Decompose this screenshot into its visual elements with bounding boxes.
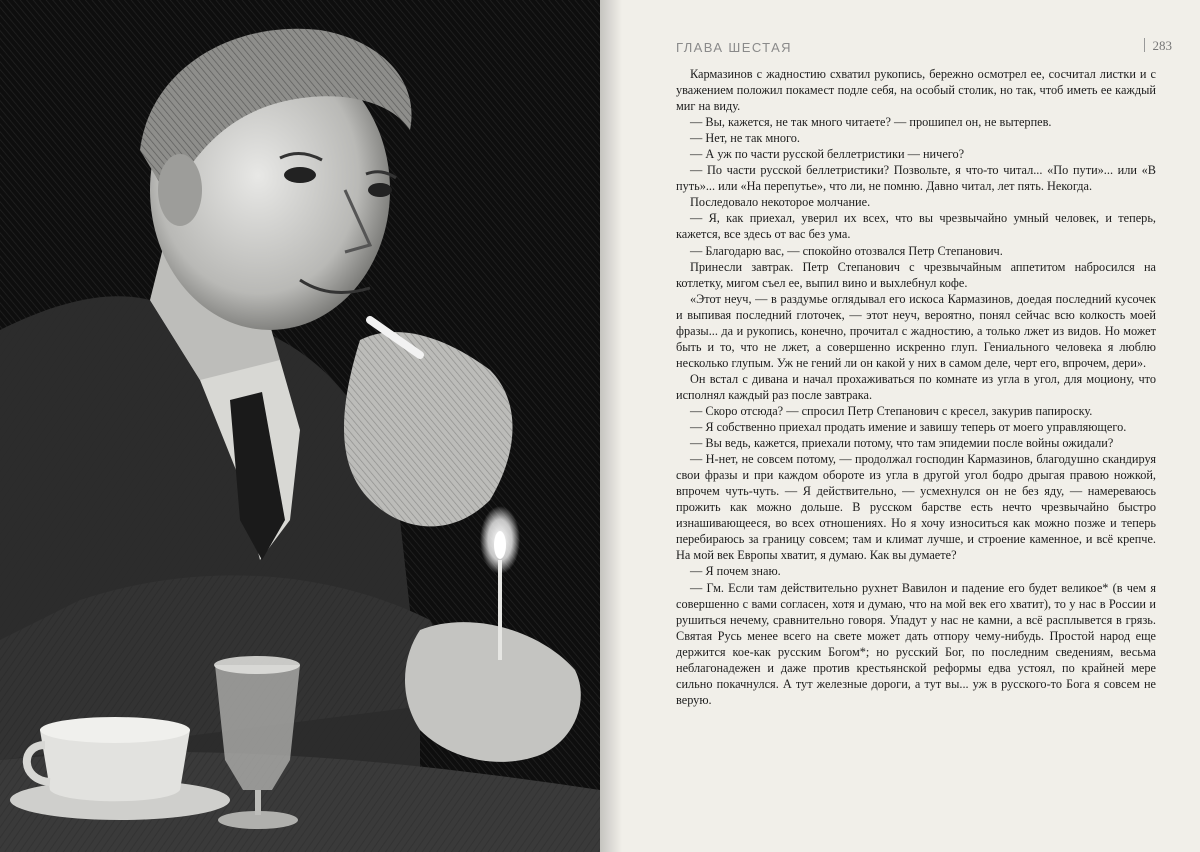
paragraph: — Я собственно приехал продать имение и завишу теперь от моего управляющего. [690, 420, 1127, 435]
paragraph: — Вы ведь, кажется, приехали потому, что там эпидемии после войны ожидали? [690, 436, 1114, 451]
paragraph: — Я почем знаю. [690, 564, 781, 579]
paragraph: — Гм. Если там действительно рухнет Вавилон и падение его будет великое* (в чем я совершенно с вами согласен, хотя и думаю, что на мой век его хватит), то у нас в России и рушиться нечему, сравнительно говоря. Упадут у нас не камни, а всё расплывется в грязь. Святая Русь менее всего на свете может дать отпору чему-нибудь. Простой народ еще держится кое-как русским Богом*; но русский Бог, по последним сведениям, весьма неблагонадежен и даже против крестьянской реформы едва устоял, по крайней мере сильно покачнулся. А тут железные дороги, а тут вы... уж в русского-то Бога я совсем не верую. [676, 580, 1156, 707]
page-gutter-shadow [600, 0, 622, 852]
paragraph: — Вы, кажется, не так много читаете? — прошипел он, не вытерпев. [690, 115, 1052, 130]
paragraph: — А уж по части русской беллетристики — ничего? [690, 147, 965, 162]
folio-divider [1144, 38, 1145, 52]
paragraph: Последовало некоторое молчание. [690, 195, 871, 210]
paragraph: — Я, как приехал, уверил их всех, что вы чрезвычайно умный человек, и теперь, кажется, все здесь от вас без ума. [676, 211, 1156, 242]
paragraph: — Благодарю вас, — спокойно отозвался Петр Степанович. [690, 243, 1003, 258]
paragraph: Кармазинов с жадностию схватил рукопись, бережно осмотрел ее, сосчитал листки и с уважением положил покамест подле себя, на особый столик, но так, чтоб иметь ее каждый миг на виду. [676, 67, 1156, 114]
body-text [676, 66, 1156, 708]
paragraph: Принесли завтрак. Петр Степанович с чрезвычайным аппетитом набросился на котлетку, мигом съел ее, выпил вино и выхлебнул кофе. [676, 259, 1156, 290]
paragraph: Он встал с дивана и начал прохаживаться по комнате из угла в угол, для моциону, что исполнял каждый раз после завтрака. [676, 371, 1156, 402]
page-number-value: 283 [1152, 38, 1172, 53]
paragraph: «Этот неуч, — в раздумье оглядывал его искоса Кармазинов, доедая последний кусочек и выпивая последний глоточек, — этот неуч, вероятно, понял сейчас всю колкость моей фразы... да и рукопись, конечно, прочитал с жадностию, а только лжет из видов. Но может быть и то, что не лжет, а совершенно искренно глуп. Гениального человека я люблю несколько глупым. Уж не гений ли он какой у них в самом деле, черт его, впрочем, дери». [676, 291, 1156, 370]
paragraph: — Нет, не так много. [690, 131, 800, 146]
page-number [1144, 38, 1173, 54]
paragraph: — Н-нет, не совсем потому, — продолжал господин Кармазинов, благодушно скандируя свои фразы и при каждом обороте из угла в другой угол бодро дрыгая правою ножкой, впрочем чуть-чуть. — Я действительно, — усмехнулся он не без яду, — намереваюсь прожить как можно дольше. В русском барстве есть нечто чрезвычайно быстро изнашивающееся, во всех отношениях. Но я хочу износиться как можно позже и теперь перебираюсь за границу совсем; там и климат лучше, и строение каменное, и всё крепче. На мой век Европы хватит, я думаю. Как вы думаете? [676, 452, 1156, 563]
paragraph: — По части русской беллетристики? Позвольте, я что-то читал... «По пути»... или «В путь»... или «На перепутье», что ли, не помню. Давно читал, лет пять. Некогда. [676, 163, 1156, 194]
running-head: ГЛАВА ШЕСТАЯ [676, 40, 792, 55]
paragraph: — Скоро отсюда? — спросил Петр Степанович с кресел, закурив папироску. [690, 403, 1093, 418]
text-page-right [600, 0, 1200, 852]
